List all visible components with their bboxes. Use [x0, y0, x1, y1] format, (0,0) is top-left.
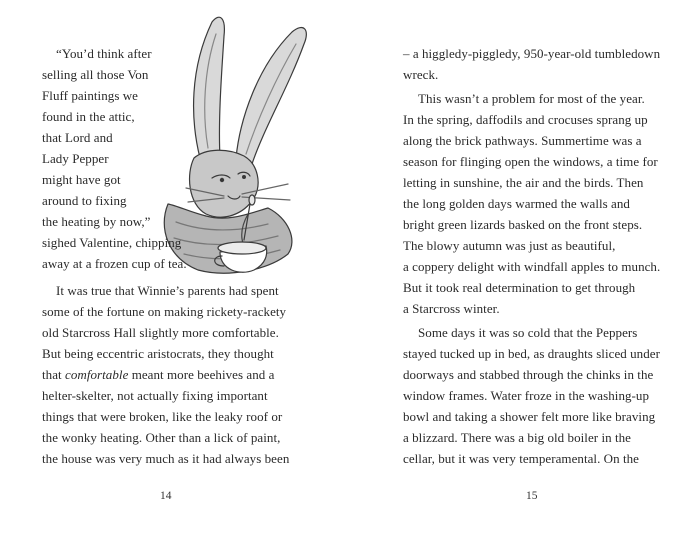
- text-line: “You’d think after: [56, 46, 152, 61]
- text-line: a Starcross winter.: [403, 301, 500, 316]
- page-number: 15: [526, 490, 538, 502]
- page-number: 14: [160, 490, 172, 502]
- text-line: the wonky heating. Other than a lick of paint,: [42, 430, 281, 445]
- text-line: things that were broken, like the leaky roof or: [42, 409, 283, 424]
- text-line: the heating by now,”: [42, 214, 151, 229]
- text-fragment: that: [42, 367, 62, 382]
- text-line: helter-skelter, not actually fixing important: [42, 388, 268, 403]
- text-line: But being eccentric aristocrats, they thought: [42, 346, 274, 361]
- text-line: some of the fortune on making rickety-rackety: [42, 304, 287, 319]
- text-line: a coppery delight with windfall apples to munch.: [403, 259, 661, 274]
- text-line: wreck.: [403, 67, 439, 82]
- text-line: selling all those Von: [42, 67, 149, 82]
- text-line: away at a frozen cup of tea.: [42, 256, 187, 271]
- text-line: But it took real determination to get through: [403, 280, 636, 295]
- text-line: a blizzard. There was a big old boiler in the: [403, 430, 631, 445]
- text-line: Lady Pepper: [42, 151, 109, 166]
- text-line: The blowy autumn was just as beautiful,: [403, 238, 616, 253]
- text-line: found in the attic,: [42, 109, 135, 124]
- text-line: This wasn’t a problem for most of the year.: [418, 91, 645, 106]
- text-line: Fluff paintings we: [42, 88, 138, 103]
- text-line: sighed Valentine, chipping: [42, 235, 182, 250]
- text-line: the house was very much as it had always been: [42, 451, 290, 466]
- text-line: stayed tucked up in bed, as draughts sliced under: [403, 346, 660, 361]
- text-line: along the brick pathways. Summertime was a: [403, 133, 642, 148]
- text-line: that Lord and: [42, 130, 113, 145]
- text-line: Some days it was so cold that the Peppers: [418, 325, 638, 340]
- text-fragment: meant more beehives and a: [131, 367, 275, 382]
- text-line: cellar, but it was very temperamental. On the: [403, 451, 640, 466]
- text-line: around to fixing: [42, 193, 127, 208]
- text-line: window frames. Water froze in the washing-up: [403, 388, 650, 403]
- text-line: the long golden days warmed the walls and: [403, 196, 630, 211]
- text-line: bowl and taking a shower felt more like braving: [403, 409, 656, 424]
- right-page: [350, 0, 700, 533]
- text-line: old Starcross Hall slightly more comfortable.: [42, 325, 279, 340]
- text-line: bright green lizards basked on the front steps.: [403, 217, 643, 232]
- text-line: In the spring, daffodils and crocuses sprang up: [403, 112, 648, 127]
- text-line: doorways and stabbed through the chinks in the: [403, 367, 654, 382]
- text-line: season for flinging open the windows, a time for: [403, 154, 658, 169]
- text-line: letting in sunshine, the air and the birds. Then: [403, 175, 644, 190]
- italic-word: comfortable: [65, 367, 129, 382]
- text-line: might have got: [42, 172, 121, 187]
- text-line: – a higgledy-piggledy, 950-year-old tumbledown: [403, 46, 661, 61]
- text-line: [42, 364, 274, 385]
- text-line: It was true that Winnie’s parents had spent: [56, 283, 279, 298]
